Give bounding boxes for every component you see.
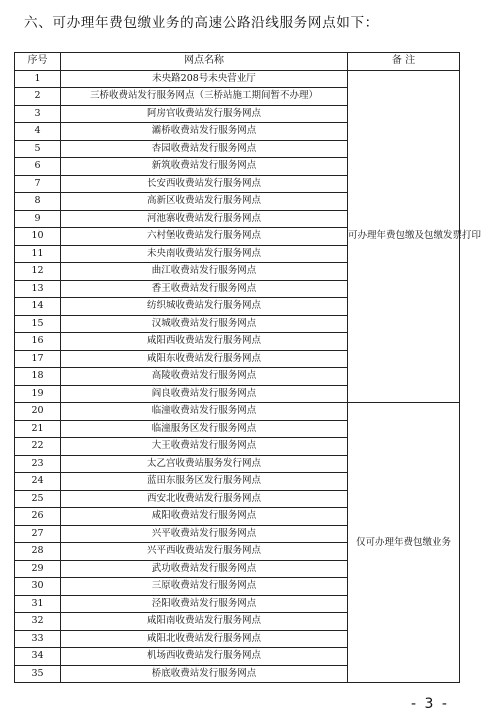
row-number: 13 [15,280,61,298]
service-point-name: 灞桥收费站发行服务网点 [61,123,348,141]
row-number: 12 [15,263,61,281]
service-point-name: 机场西收费站发行服务网点 [61,648,348,666]
service-point-name: 六村堡收费站发行服务网点 [61,228,348,246]
service-point-name: 香王收费站发行服务网点 [61,280,348,298]
service-point-name: 太乙宫收费站服务发行网点 [61,455,348,473]
row-number: 25 [15,490,61,508]
row-number: 6 [15,158,61,176]
row-number: 3 [15,105,61,123]
service-point-name: 西安北收费站发行服务网点 [61,490,348,508]
row-number: 33 [15,630,61,648]
row-number: 28 [15,543,61,561]
service-point-name: 长安西收费站发行服务网点 [61,175,348,193]
row-number: 31 [15,595,61,613]
row-number: 2 [15,88,61,106]
service-point-name: 兴平西收费站发行服务网点 [61,543,348,561]
service-point-name: 兴平收费站发行服务网点 [61,525,348,543]
remark-cell: 可办理年费包缴及包缴发票打印 [348,70,460,403]
service-point-name: 未央南收费站发行服务网点 [61,245,348,263]
service-point-name: 曲江收费站发行服务网点 [61,263,348,281]
row-number: 18 [15,368,61,386]
service-point-name: 纺织城收费站发行服务网点 [61,298,348,316]
service-point-name: 三原收费站发行服务网点 [61,578,348,596]
row-number: 23 [15,455,61,473]
row-number: 11 [15,245,61,263]
row-number: 26 [15,508,61,526]
service-point-name: 咸阳西收费站发行服务网点 [61,333,348,351]
service-point-name: 阿房官收费站发行服务网点 [61,105,348,123]
table-row [15,70,460,88]
row-number: 4 [15,123,61,141]
service-point-name: 咸阳收费站发行服务网点 [61,508,348,526]
service-point-name: 临潼收费站发行服务网点 [61,403,348,421]
service-point-name: 未央路208号未央营业厅 [61,70,348,88]
service-point-name: 汉城收费站发行服务网点 [61,315,348,333]
row-number: 7 [15,175,61,193]
service-point-name: 咸阳南收费站发行服务网点 [61,613,348,631]
row-number: 34 [15,648,61,666]
row-number: 9 [15,210,61,228]
service-point-name: 大王收费站发行服务网点 [61,438,348,456]
row-number: 1 [15,70,61,88]
row-number: 22 [15,438,61,456]
section-heading: 六、可办理年费包缴业务的高速公路沿线服务网点如下： [24,15,379,31]
service-point-name: 咸阳东收费站发行服务网点 [61,350,348,368]
service-point-name: 蓝田东服务区发行服务网点 [61,473,348,491]
service-point-name: 高陵收费站发行服务网点 [61,368,348,386]
service-point-name: 新筑收费站发行服务网点 [61,158,348,176]
row-number: 15 [15,315,61,333]
service-point-name: 咸阳北收费站发行服务网点 [61,630,348,648]
service-point-name: 河池寨收费站发行服务网点 [61,210,348,228]
row-number: 16 [15,333,61,351]
service-point-name: 临潼服务区发行服务网点 [61,420,348,438]
service-point-name: 桥底收费站发行服务网点 [61,665,348,683]
row-number: 24 [15,473,61,491]
table-row [15,403,460,421]
row-number: 10 [15,228,61,246]
row-number: 21 [15,420,61,438]
service-point-name: 杏园收费站发行服务网点 [61,140,348,158]
column-header-remark: 备 注 [348,53,460,71]
row-number: 32 [15,613,61,631]
service-points-table [14,52,481,683]
service-point-name: 武功收费站发行服务网点 [61,560,348,578]
row-number: 27 [15,525,61,543]
remark-cell: 仅可办理年费包缴业务 [348,403,460,683]
row-number: 5 [15,140,61,158]
row-number: 29 [15,560,61,578]
service-point-name: 高新区收费站发行服务网点 [61,193,348,211]
row-number: 17 [15,350,61,368]
table-header-row [15,53,460,71]
row-number: 19 [15,385,61,403]
column-header-number: 序号 [15,53,61,71]
table-body [15,70,481,683]
row-number: 20 [15,403,61,421]
row-number: 35 [15,665,61,683]
service-point-name: 阎良收费站发行服务网点 [61,385,348,403]
page-number: - 3 - [411,696,449,712]
service-point-name: 泾阳收费站发行服务网点 [61,595,348,613]
row-number: 8 [15,193,61,211]
column-header-name: 网点名称 [61,53,348,71]
row-number: 14 [15,298,61,316]
service-point-name: 三桥收费站发行服务网点（三桥站施工期间暂不办理） [61,88,348,106]
row-number: 30 [15,578,61,596]
